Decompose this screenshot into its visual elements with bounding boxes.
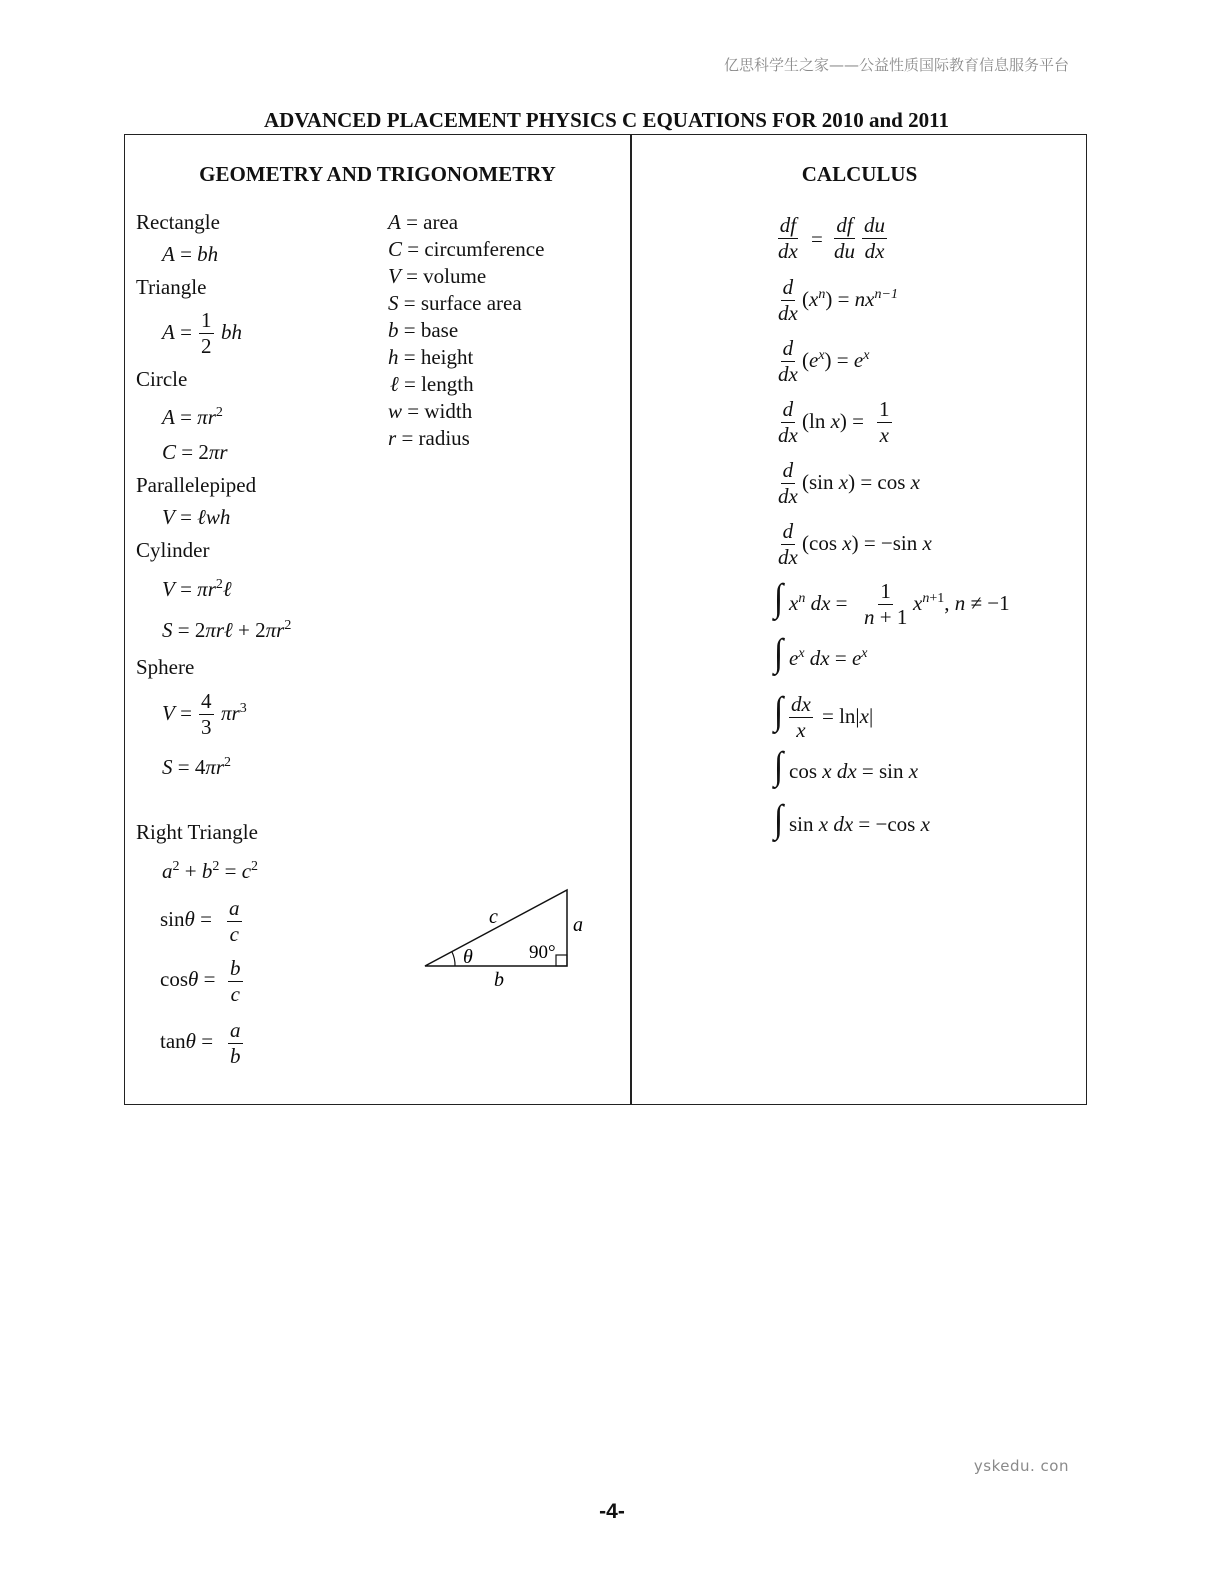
circle-label: Circle	[136, 367, 188, 391]
triangle-bh: bh	[221, 320, 242, 344]
watermark-top: 亿思科学生之家——公益性质国际教育信息服务平台	[723, 56, 1069, 74]
cylinder-label: Cylinder	[136, 538, 210, 562]
triangle-label: Triangle	[136, 275, 207, 299]
right-angle-mark	[556, 955, 567, 966]
cylinder-volume-formula: $V = \pi r^2\ell$	[162, 577, 232, 601]
angle-arc	[452, 952, 455, 966]
side-c-label: c	[489, 906, 498, 928]
legend-item: V = volume	[388, 264, 487, 288]
watermark-bottom: yskedu. con	[973, 1457, 1069, 1475]
parallelepiped-label: Parallelepiped	[136, 473, 257, 497]
right-triangle-diagram	[415, 880, 595, 990]
column-divider	[630, 134, 632, 1105]
legend-item: b = base	[388, 318, 459, 342]
fraction-a-over-b: $\frac{a}{b}$	[230, 1018, 241, 1068]
legend-item: ℓ = length	[390, 372, 474, 396]
page-number: -4-	[599, 1500, 625, 1523]
fraction-a-over-c: $\frac{a}{c}$	[229, 896, 240, 946]
sphere-volume-formula: V =	[162, 701, 192, 725]
right-angle-label: 90°	[529, 942, 556, 963]
parallelepiped-volume-formula: V = ℓwh	[162, 505, 231, 529]
cylinder-surface-formula: S = 2πrℓ + $2\pi r^2$	[162, 618, 292, 642]
geometry-section-title: GEOMETRY AND TRIGONOMETRY	[199, 162, 556, 186]
calculus-section-title: CALCULUS	[801, 162, 918, 186]
legend-item: A = area	[388, 210, 459, 234]
side-b-label: b	[494, 969, 504, 990]
circle-area-formula: $A = \pi r^2$	[162, 405, 223, 429]
fraction-four-thirds: $\frac{4}{3}$	[201, 689, 212, 739]
rectangle-area-formula: A = bh	[162, 242, 219, 266]
rectangle-label: Rectangle	[136, 210, 220, 234]
sphere-surface-formula: $S = 4\pi r^2$	[162, 755, 232, 779]
theta-label: θ	[463, 946, 473, 968]
side-a-label: a	[573, 914, 583, 936]
legend-item: h = height	[388, 345, 474, 369]
triangle-area-formula: A =	[162, 320, 192, 344]
sphere-label: Sphere	[136, 655, 195, 679]
legend-item: C = circumference	[388, 237, 545, 261]
fraction-b-over-c: $\frac{b}{c}$	[230, 956, 241, 1006]
sine-formula: sinθ =	[160, 907, 212, 931]
circle-circumference-formula: C = 2πr	[162, 440, 228, 464]
legend-item: S = surface area	[388, 291, 522, 315]
legend-item: w = width	[388, 399, 473, 423]
page-title: ADVANCED PLACEMENT PHYSICS C EQUATIONS FOR 2010 and 2011	[264, 108, 949, 132]
right-triangle-label: Right Triangle	[136, 820, 258, 844]
sphere-volume-pi-r3: $\pi r^3$	[221, 701, 247, 725]
fraction-one-half: $\frac{1}{2}$	[201, 308, 212, 358]
legend-item: r = radius	[388, 426, 470, 450]
tangent-formula: tanθ =	[160, 1029, 214, 1053]
cosine-formula: cosθ =	[160, 967, 216, 991]
pythagorean-formula: $a^2 + b^2 = c^2$	[162, 859, 259, 883]
